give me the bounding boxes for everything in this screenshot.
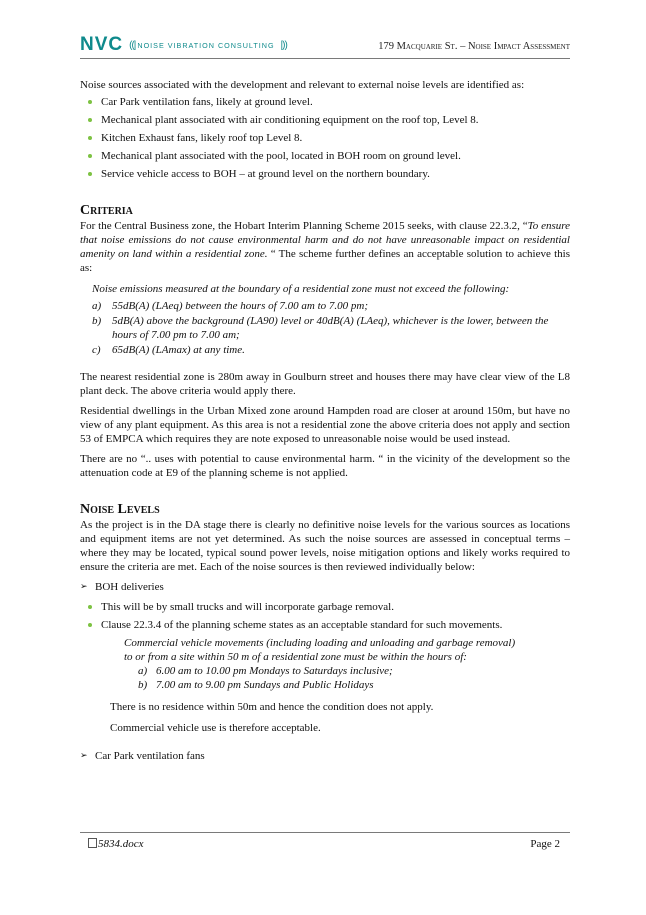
criteria-para-3: Residential dwellings in the Urban Mixed zone around Hampden road are closer at around 150m, but have no view of any plant equipment. As this area is not a residential zone the above criteria does not apply and section 53 of EMPCA which requires they are note exposed to unreasonable noise would be used instead. (80, 405, 570, 445)
list-item: Service vehicle access to BOH – at ground level on the northern boundary. (80, 167, 570, 181)
criteria-para-4: There are no “.. uses with potential to cause environmental harm. “ in the vicinity of the development so the attenuation code at E9 of the planning scheme is not applied. (80, 453, 570, 479)
criteria-para-1-end: “ The scheme further defines an acceptable solution to achieve this as: (80, 248, 570, 274)
boh-deliveries-item (80, 580, 570, 594)
boh-list (80, 600, 570, 632)
page-number: Page 2 (530, 838, 560, 850)
criteria-para-1 (80, 219, 570, 275)
list-marker: b) (138, 679, 148, 691)
criteria-block (92, 282, 570, 357)
list-item: Mechanical plant associated with air conditioning equipment on the roof top, Level 8. (80, 113, 570, 127)
list-marker: a) (92, 300, 102, 312)
arrow-bullet-icon: ➢ (80, 582, 88, 592)
list-item (138, 664, 570, 678)
list-item (92, 299, 570, 313)
document-icon (88, 838, 97, 848)
footer-file (88, 838, 144, 850)
criteria-heading: Criteria (80, 203, 133, 218)
list-text: 65dB(A) (LAmax) at any time. (112, 344, 245, 356)
logo-sub: NOISE VIBRATION CONSULTING (137, 40, 275, 50)
sound-wave-right-icon: |)) (280, 39, 287, 51)
planning-quote: Commercial vehicle movements (including loading and unloading and garbage removal) to or from a site within 50 m of a residential zone must be within the hours of: (124, 637, 516, 663)
footer-filename: 5834.docx (98, 838, 144, 850)
boh-deliveries-title: BOH deliveries (95, 581, 164, 593)
car-park-fans-item (80, 749, 570, 763)
list-marker: c) (92, 344, 101, 356)
list-item: Mechanical plant associated with the pool, located in BOH room on ground level. (80, 149, 570, 163)
criteria-block-intro: Noise emissions measured at the boundary of a residential zone must not exceed the following: (92, 283, 510, 295)
page-footer (80, 832, 570, 850)
hours-list (138, 664, 570, 692)
logo-main: NVC (80, 34, 124, 55)
arrow-bullet-icon: ➢ (80, 751, 88, 761)
criteria-para-1-start: For the Central Business zone, the Hobart Interim Planning Scheme 2015 seeks, with clause 22.3.2, “ (80, 220, 528, 232)
list-item: Clause 22.3.4 of the planning scheme states as an acceptable standard for such movements. (80, 618, 570, 632)
criteria-para-2: The nearest residential zone is 280m away in Goulburn street and houses there may have clear view of the L8 plant deck. The above criteria would apply there. (80, 371, 570, 397)
car-park-fans-title: Car Park ventilation fans (95, 750, 205, 762)
list-marker: a) (138, 665, 148, 677)
boh-note-1: There is no residence within 50m and hence the condition does not apply. (110, 701, 434, 713)
sound-wave-left-icon: ((| (129, 39, 136, 51)
company-logo (80, 34, 289, 56)
list-item (92, 314, 570, 342)
list-text: 5dB(A) above the background (LA90) level or 40dB(A) (LAeq), whichever is the lower, between the hours of 7.00 pm to 7.00 am; (112, 315, 549, 341)
list-item (138, 678, 570, 692)
intro-text: Noise sources associated with the development and relevant to external noise levels are identified as: (80, 79, 525, 91)
boh-note-2: Commercial vehicle use is therefore acceptable. (110, 722, 321, 734)
noise-levels-heading: Noise Levels (80, 502, 160, 517)
page-content (80, 78, 570, 763)
noise-levels-para-1: As the project is in the DA stage there is clearly no definitive noise levels for the various sources as locations and equipment items are not yet determined. As such the noise sources are assessed in conceptual terms – where they may be located, typical sound power levels, noise mitigation options and likely works required to ensure the criteria are met. Each of the noise sources is then reviewed individually below: (80, 519, 570, 573)
list-item: Car Park ventilation fans, likely at ground level. (80, 95, 570, 109)
noise-sources-list (80, 95, 570, 181)
list-text: 7.00 am to 9.00 pm Sundays and Public Holidays (156, 679, 374, 691)
list-text: 6.00 am to 10.00 pm Mondays to Saturdays inclusive; (156, 665, 393, 677)
criteria-quote: To ensure that noise emissions do not cause environmental harm and do not have unreasonable impact on residential amenity on land within a residential zone. (80, 220, 570, 260)
list-item (92, 343, 570, 357)
list-marker: b) (92, 315, 102, 327)
criteria-limits-list (92, 299, 570, 357)
list-item: This will be by small trucks and will incorporate garbage removal. (80, 600, 570, 614)
page-header (80, 32, 570, 59)
header-title: 179 Macquarie St. – Noise Impact Assessment (378, 41, 570, 52)
list-item: Kitchen Exhaust fans, likely roof top Level 8. (80, 131, 570, 145)
list-text: 55dB(A) (LAeq) between the hours of 7.00 am to 7.00 pm; (112, 300, 369, 312)
